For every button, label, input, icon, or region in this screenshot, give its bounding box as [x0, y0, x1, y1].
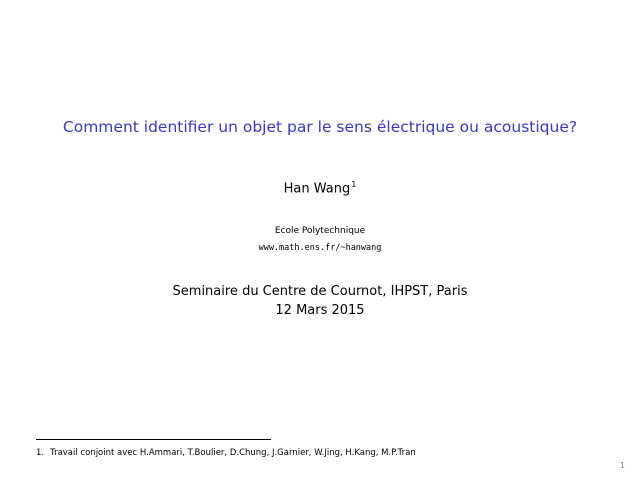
footnote	[36, 448, 416, 458]
footnote-mark: 1.	[36, 448, 45, 458]
author-footnote-mark: 1	[351, 180, 357, 189]
footnote-divider	[36, 439, 271, 440]
slide-title: Comment identifier un objet par le sens électrique ou acoustique?	[62, 118, 578, 136]
author-name: Han Wang	[283, 181, 351, 197]
event-name: Seminaire du Centre de Cournot, IHPST, Paris	[172, 284, 468, 299]
institution: Ecole Polytechnique	[274, 226, 366, 236]
author-url: www.math.ens.fr/~hanwang	[258, 243, 382, 253]
event-date: 12 Mars 2015	[275, 303, 365, 318]
footnote-text: Travail conjoint avec H.Ammari, T.Boulier, D.Chung, J.Garnier, W.Jing, H.Kang, M.P.Tran	[50, 448, 416, 458]
page-number: 1	[619, 461, 625, 470]
author-line	[0, 180, 640, 196]
